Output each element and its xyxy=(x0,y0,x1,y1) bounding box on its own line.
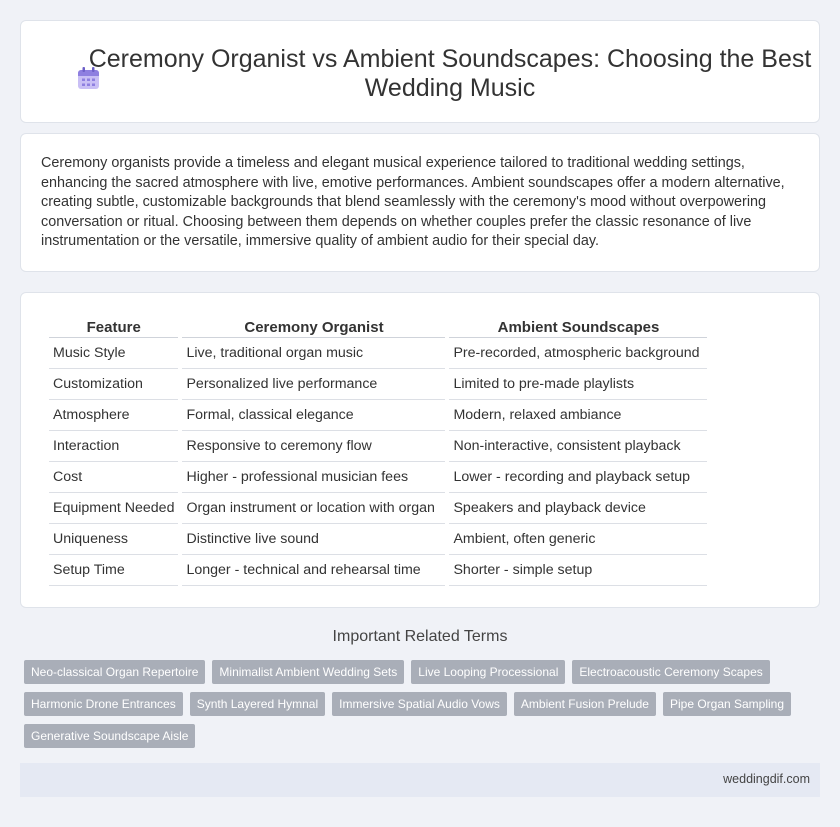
cell-ambient-soundscapes: Ambient, often generic xyxy=(449,524,707,555)
related-term-tag[interactable]: Generative Soundscape Aisle xyxy=(24,724,195,748)
related-term-tag[interactable]: Electroacoustic Ceremony Scapes xyxy=(572,660,769,684)
cell-ambient-soundscapes: Limited to pre-made playlists xyxy=(449,369,707,400)
header-ceremony-organist: Ceremony Organist xyxy=(182,315,445,338)
comparison-table xyxy=(45,315,711,586)
cell-ceremony-organist: Higher - professional musician fees xyxy=(182,462,445,493)
cell-feature: Cost xyxy=(49,462,178,493)
related-term-tag[interactable]: Ambient Fusion Prelude xyxy=(514,692,656,716)
related-term-tag[interactable]: Harmonic Drone Entrances xyxy=(24,692,183,716)
cell-feature: Equipment Needed xyxy=(49,493,178,524)
footer-site-link[interactable]: weddingdif.com xyxy=(723,772,810,786)
table-body xyxy=(49,338,707,586)
related-term-tag[interactable]: Synth Layered Hymnal xyxy=(190,692,325,716)
cell-ceremony-organist: Longer - technical and rehearsal time xyxy=(182,555,445,586)
related-term-tag[interactable]: Live Looping Processional xyxy=(411,660,565,684)
related-term-tag[interactable]: Immersive Spatial Audio Vows xyxy=(332,692,507,716)
cell-feature: Setup Time xyxy=(49,555,178,586)
cell-feature: Atmosphere xyxy=(49,400,178,431)
cell-ambient-soundscapes: Modern, relaxed ambiance xyxy=(449,400,707,431)
cell-ambient-soundscapes: Lower - recording and playback setup xyxy=(449,462,707,493)
cell-ceremony-organist: Personalized live performance xyxy=(182,369,445,400)
cell-feature: Interaction xyxy=(49,431,178,462)
header-ambient-soundscapes: Ambient Soundscapes xyxy=(449,315,707,338)
cell-feature: Music Style xyxy=(49,338,178,369)
table-row xyxy=(49,431,707,462)
table-header-row xyxy=(49,315,707,338)
table-row xyxy=(49,524,707,555)
related-term-tag[interactable]: Minimalist Ambient Wedding Sets xyxy=(212,660,404,684)
related-terms-list xyxy=(24,660,814,748)
table-row xyxy=(49,462,707,493)
comparison-table-card xyxy=(20,292,820,608)
related-term-tag[interactable]: Pipe Organ Sampling xyxy=(663,692,791,716)
footer xyxy=(20,763,820,797)
intro-card xyxy=(20,133,820,272)
table-row xyxy=(49,493,707,524)
cell-ceremony-organist: Live, traditional organ music xyxy=(182,338,445,369)
cell-ceremony-organist: Formal, classical elegance xyxy=(182,400,445,431)
cell-ceremony-organist: Organ instrument or location with organ xyxy=(182,493,445,524)
cell-ceremony-organist: Distinctive live sound xyxy=(182,524,445,555)
header-feature: Feature xyxy=(49,315,178,338)
related-terms-title: Important Related Terms xyxy=(332,628,508,645)
table-row xyxy=(49,369,707,400)
table-row xyxy=(49,338,707,369)
page-title: Ceremony Organist vs Ambient Soundscapes: Choosing the Best Wedding Music xyxy=(88,45,812,102)
cell-ceremony-organist: Responsive to ceremony flow xyxy=(182,431,445,462)
table-row xyxy=(49,555,707,586)
table-row xyxy=(49,400,707,431)
cell-ambient-soundscapes: Shorter - simple setup xyxy=(449,555,707,586)
cell-ambient-soundscapes: Non-interactive, consistent playback xyxy=(449,431,707,462)
title-card xyxy=(20,20,820,123)
cell-feature: Uniqueness xyxy=(49,524,178,555)
cell-ambient-soundscapes: Pre-recorded, atmospheric background xyxy=(449,338,707,369)
cell-feature: Customization xyxy=(49,369,178,400)
cell-ambient-soundscapes: Speakers and playback device xyxy=(449,493,707,524)
related-term-tag[interactable]: Neo-classical Organ Repertoire xyxy=(24,660,205,684)
intro-paragraph: Ceremony organists provide a timeless and elegant musical experience tailored to traditional wedding settings, enhancing the sacred atmosphere with live, emotive performances. Ambient soundscapes offer a modern alternative, creating subtle, customizable backgrounds that blend seamlessly with the ceremony's mood without overpowering conversation or ritual. Choosing between them depends on whether couples prefer the classic resonance of live instrumentation or the versatile, immersive quality of ambient audio for their special day. xyxy=(41,155,785,249)
